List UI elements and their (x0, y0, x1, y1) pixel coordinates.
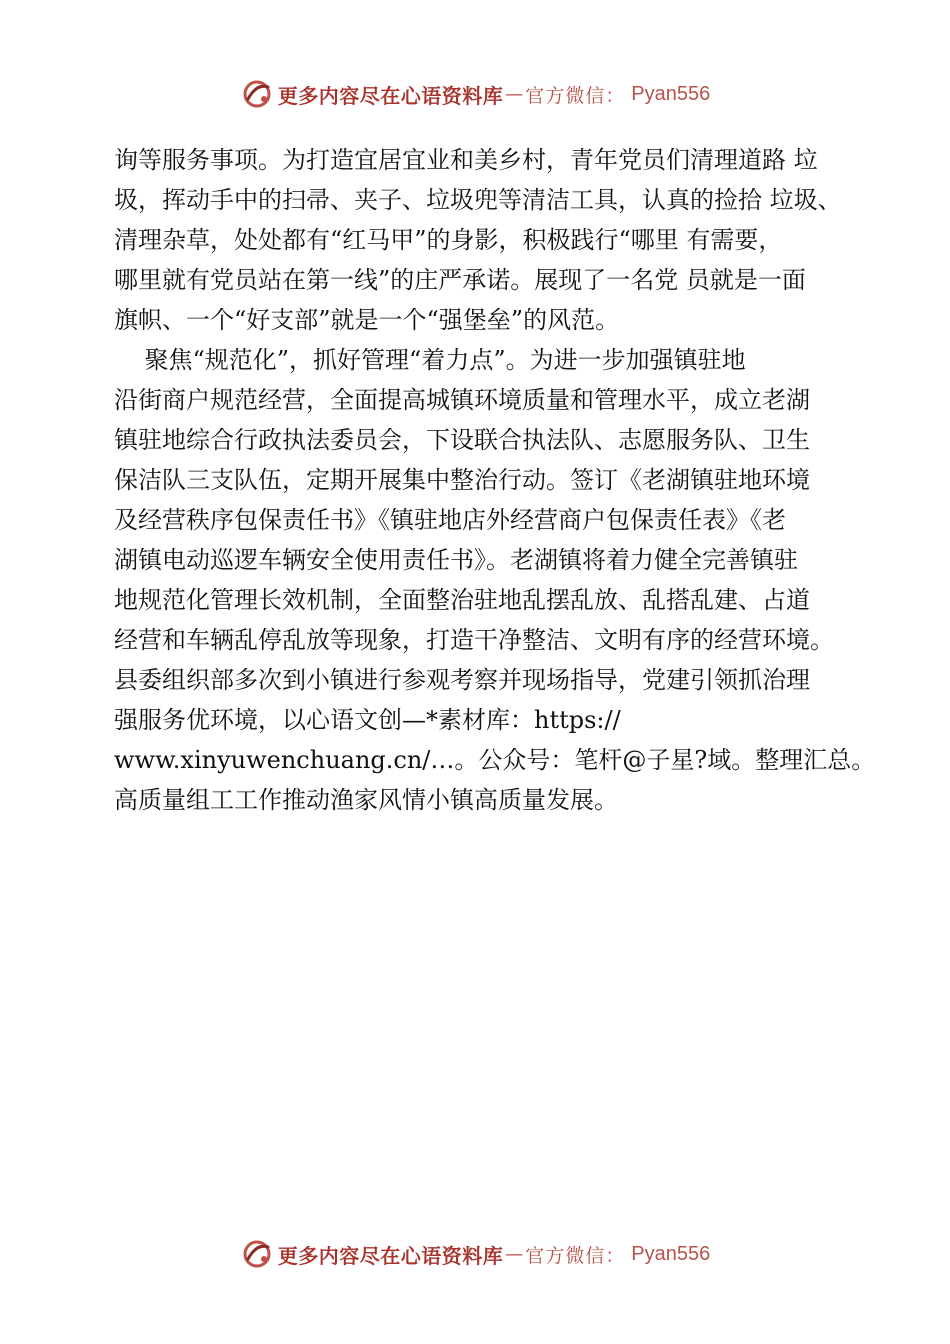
text-line: 清理杂草，处处都有“红马甲”的身影，积极践行“哪里 有需要， (114, 226, 783, 254)
watermark-dash: — (505, 1243, 524, 1265)
text-line: 旗帜、一个“好支部”就是一个“强堡垒”的风范。 (114, 306, 620, 334)
document-body (114, 140, 874, 820)
text-line: 县委组织部多次到小镇进行参观考察并现场指导，党建引领抓治理 (114, 666, 810, 694)
text-line: 镇驻地综合行政执法委员会，下设联合执法队、志愿服务队、卫生 (114, 426, 810, 454)
watermark-dash: — (505, 83, 524, 105)
text-line: 高质量组工工作推动渔家风情小镇高质量发展。 (114, 786, 618, 814)
text-line: 经营和车辆乱停乱放等现象，打造干净整洁、文明有序的经营环境。 (114, 626, 834, 654)
footer-watermark (0, 1234, 950, 1274)
watermark-text: 更多内容尽在心语资料库 (277, 1243, 504, 1268)
watermark-logo-icon (240, 1237, 274, 1271)
text-line: 保洁队三支队伍，定期开展集中整治行动。签订《老湖镇驻地环境 (114, 466, 810, 494)
text-line: 湖镇电动巡逻车辆安全使用责任书》。老湖镇将着力健全完善镇驻 (114, 546, 798, 574)
text-line: 聚焦“规范化”，抓好管理“着力点”。为进一步加强镇驻地 (114, 346, 746, 374)
watermark-wechat-id: Pyan556 (631, 1242, 711, 1265)
text-line: 地规范化管理长效机制，全面整治驻地乱摆乱放、乱搭乱建、占道 (114, 586, 810, 614)
watermark-wechat-label: 官方微信： (525, 1244, 626, 1267)
text-line: 强服务优环境，以心语文创—*素材库：https:// (114, 706, 621, 734)
watermark-logo-icon (240, 77, 274, 111)
text-line: 沿街商户规范经营，全面提高城镇环境质量和管理水平，成立老湖 (114, 386, 810, 414)
text-line: www.xinyuwenchuang.cn/…。公众号：笔杆@子星?域。整理汇总。 (114, 746, 876, 774)
text-line: 哪里就有党员站在第一线”的庄严承诺。展现了一名党 员就是一面 (114, 266, 806, 294)
watermark-wechat-label: 官方微信： (525, 84, 626, 107)
watermark-text: 更多内容尽在心语资料库 (277, 83, 504, 108)
text-line: 询等服务事项。为打造宜居宜业和美乡村，青年党员们清理道路 垃 (114, 146, 818, 174)
text-line: 圾，挥动手中的扫帚、夹子、垃圾兜等清洁工具，认真的捡拾 垃圾、 (114, 186, 842, 214)
header-watermark (0, 74, 950, 114)
watermark-wechat-id: Pyan556 (631, 82, 711, 105)
text-line: 及经营秩序包保责任书》《镇驻地店外经营商户包保责任表》《老 (114, 506, 786, 534)
